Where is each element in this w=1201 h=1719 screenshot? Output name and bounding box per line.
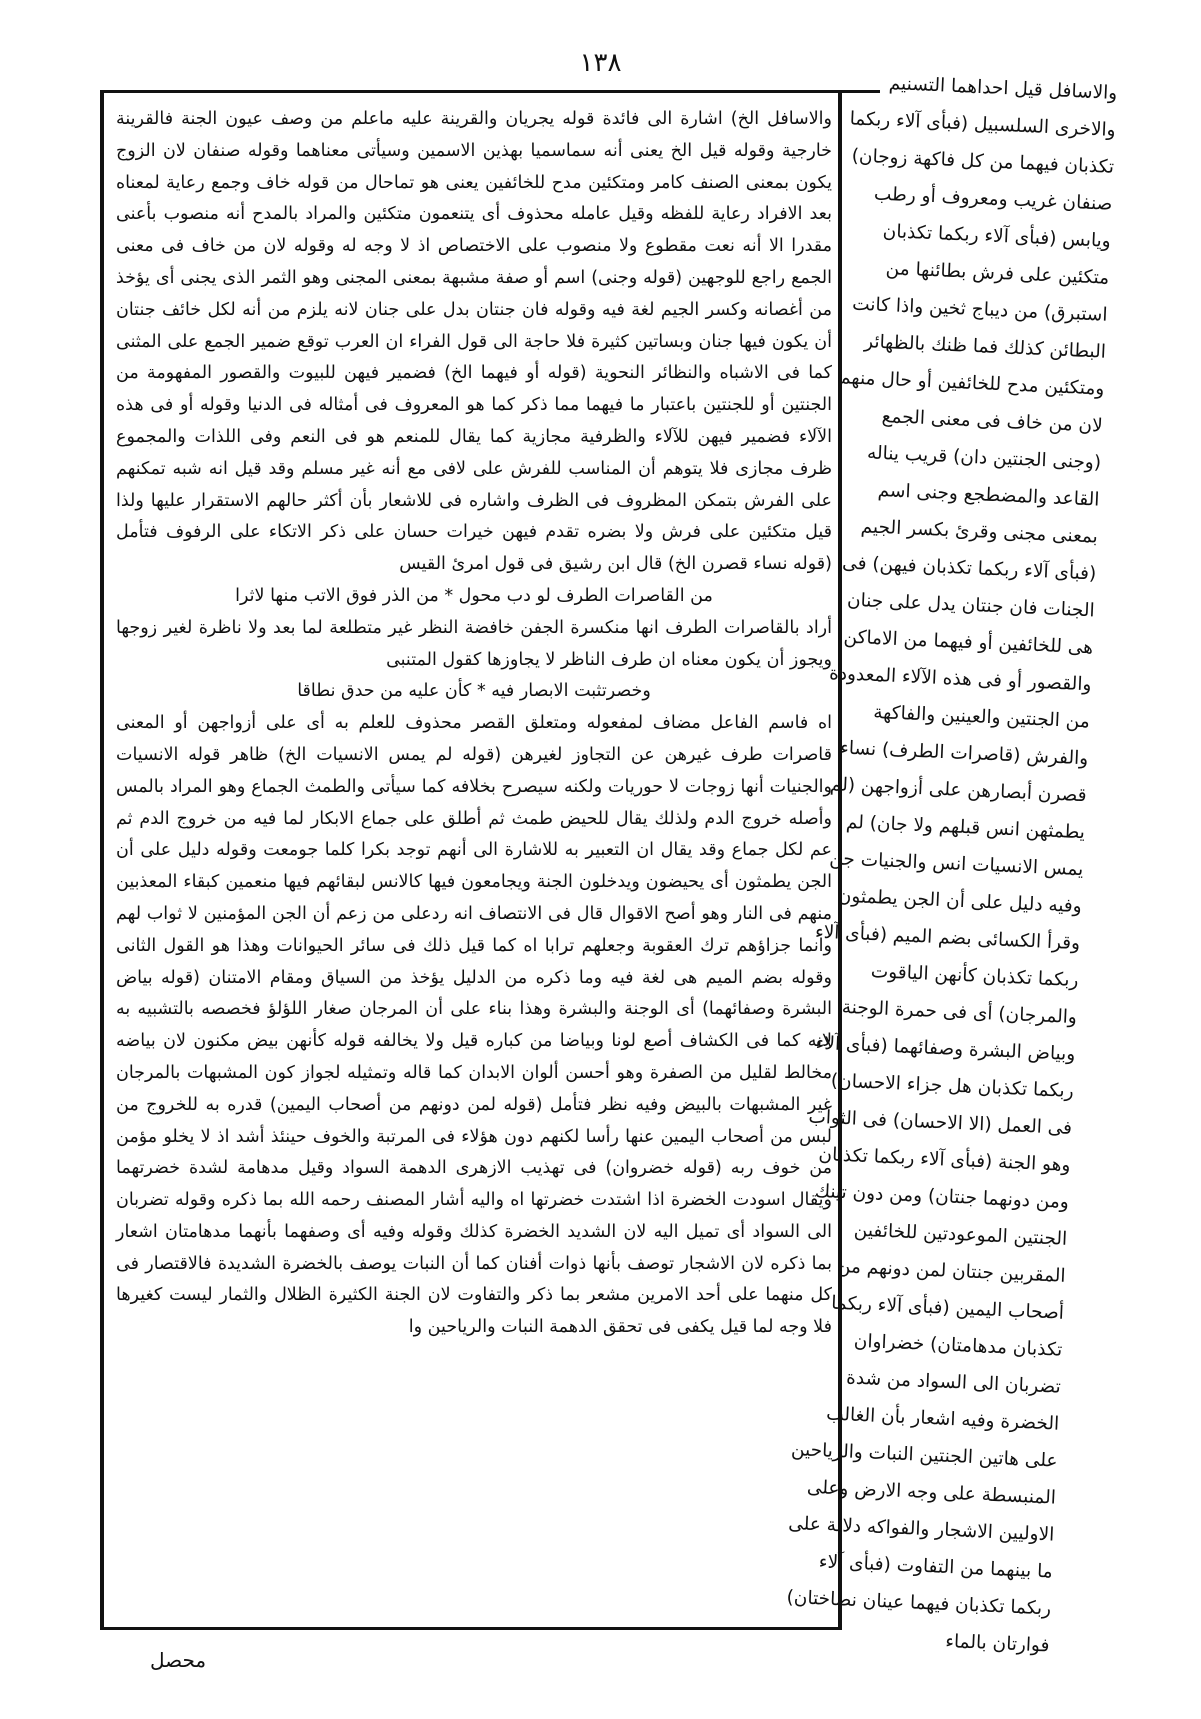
commentary-paragraph: والاسافل الخ) اشارة الى فائدة قوله يجريان والقرينة عليه ماعلم من وصف عيون الجنة فالقرينة خارجية وقوله قيل الخ يعنى أنه سماسميا بهذين الاسمين وسيأتى معناهما وقوله صنفان لان الزوج يكون بمعنى الصنف كامر ومتكئين مدح للخائفين يعنى هو تماحال من قوله خاف وجمع رعاية لمعناه بعد الافراد رعاية للفظه وقيل عامله محذوف أى يتنعمون متكئين والمراد بالمدح أنه منصوب بأعنى مقدرا الا أنه نعت مقطوع ولا منصوب على الاختصاص اذ لا وجه له وقوله لان من خاف فى معنى الجمع راجع للوجهين (قوله وجنى) اسم أو صفة مشبهة بمعنى المجنى وهو الثمر الذى يجنى أى يؤخذ من أغصانه وكسر الجيم لغة فيه وقوله فان جنتان بدل على جنان لانه يلزم من أنه لكل خائف جنتان أن يكون فيها جنان وبساتين كثيرة فلا حاجة الى قول الفراء ان العرب توقع ضمير الجمع على المثنى كما فى الاشباه والنظائر النحوية (قوله أو فيهما الخ) فضمير فيهن للبيوت والقصور المفهومة من الجنتين أو للجنتين باعتبار ما فيهما مما ذكر كما هو المعروف فى أمثاله فى الدنيا وقوله أو فى هذه الآلاء فضمير فيهن للآلاء والظرفية مجازية كما يقال للمنعم هو فى النعم وفى اللذات والمجموع ظرف مجازى فلا يتوهم أن المناسب للفرش على لافى مع أنه غير مسلم وقد قيل انه شبه تمكنهم على الفرش بتمكن المظروف فى الظرف واشاره فى للاشعار بأن أكثر حالهم الاستقرار عليها ولذا قيل متكئين على فرش ولا بضره تقدم فيهن خيرات حسان على ذكر الاتكاء على الرفوف فتأمل (قوله نساء قصرن الخ) قال ابن رشيق فى قول امرئ القيس [116, 109, 832, 575]
poetry-verse: من القاصرات الطرف لو دب محول * من الذر فوق الاتب منها لاثرا [235, 585, 713, 606]
poetry-verse: وخصرتثبت الابصار فيه * كأن عليه من حدق نطاقا [297, 681, 651, 702]
margin-paragraph: والاسافل قيل احداهما التسنيم والاخرى السلسبيل (فبأى آلاء ربكما تكذبان فيهما من كل فاكهة زوجان) صنفان غريب ومعروف أو رطب ويابس (فبأى آلاء ربكما تكذبان متكئين على فرش بطائنها من استبرق) من ديباج ثخين واذا كانت البطائن كذلك فما ظنك بالظهائر ومتكئين مدح للخائفين أو حال منهم لان من خاف فى معنى الجمع (وجنى الجنتين دان) قريب يناله القاعد والمضطجع وجنى اسم بمعنى مجنى وقرئ بكسر الجيم (فبأى آلاء ربكما تكذبان فيهن) فى الجنات فان جنتان يدل على جنان هى للخائفين أو فيهما من الاماكن والقصور أو فى هذه الآلاء المعدودة من الجنتين والعينين والفاكهة والفرش (قاصرات الطرف) نساء قصرن أبصارهن على أزواجهن (لم يطمثهن انس قبلهم ولا جان) لم يمس الانسيات انس والجنيات جن وفيه دليل على أن الجن يطمثون وقرأ الكسائى بضم الميم (فبأى آلاء ربكما تكذبان كأنهن الياقوت والمرجان) أى فى حمرة الوجنة وبياض البشرة وصفائهما (فبأى آلاء ربكما تكذبان هل جزاء الاحسان) فى العمل (الا الاحسان) فى الثواب وهو الجنة (فبأى آلاء ربكما تكذبان ومن دونهما جنتان) ومن دون تينك الجنتين الموعودتين للخائفين المقربين جنتان لمن دونهم من أصحاب اليمين (فبأى آلاء ربكما تكذبان مدهامتان) خضراوان تضربان الى السواد من شدة الخضرة وفيه اشعار بأن الغالب على هاتين الجنتين النبات والرياحين المنبسطة على وجه الارض وعلى الاوليين الاشجار والفواكه دلالة على ما بينهما من التفاوت (فبأى آلاء ربكما تكذبان فيهما عينان نضاختان) فوارتان بالماء [786, 73, 1118, 1657]
commentary-paragraph: اه فاسم الفاعل مضاف لمفعوله ومتعلق القصر محذوف للعلم به أى على أزواجهن أو المعنى قاصرات طرف غيرهن عن التجاوز لغيرهن (قوله لم يمس الانسيات الخ) ظاهر قوله الانسيات والجنيات أنها زوجات لا حوريات ولكنه سيصرح بخلافه كما سيأتى والطمث الجماع وهو المراد بالمس وأصله خروج الدم ولذلك يقال للحيض طمث ثم أطلق على جماع الابكار لما فيه من خروج الدم ثم عم لكل جماع وقد يقال ان التعبير به للاشارة الى أنهم توجد بكرا كلما جومعت وقوله دليل على أن الجن يطمثون أى يحيضون ويدخلون الجنة ويجامعون فيها كالانس لبقائهم فيها منعمين كبقاء المعذبين منهم فى النار وهو أصح الاقوال قال فى الانتصاف انه ردعلى من زعم أن الجن المؤمنين لا ثواب لهم وانما جزاؤهم ترك العقوبة وجعلهم ترابا اه كما قيل ذلك فى سائر الحيوانات وهذا هو القول الثانى وقوله بضم الميم هى لغة فيه وما ذكره من الدليل يؤخذ من السياق ومقام الامتنان (قوله بياض البشرة وصفائهما) أى الوجنة والبشرة وهذا بناء على أن المرجان صغار اللؤلؤ فخصصه بالتشبيه به لانه كما فى الكشاف أصع لونا وبياضا من كباره قيل ولا يخالفه قوله كأنهن بيض مكنون لان بياضه مخالط لقليل من الصفرة وهو أحسن ألوان الابدان كما قاله وتمثيله لجواز كون المشبهات بالمرجان غير المشبهات بالبيض وفيه نظر فتأمل (قوله لمن دونهم من أصحاب اليمين) قدره به للخروج من لبس من أصحاب اليمين عنها رأسا لكنهم دون هؤلاء فى المرتبة والخوف حينئذ أشد اذ لا يخلو مؤمن من خوف ربه (قوله خضروان) فى تهذيب الازهرى الدهمة السواد وقيل مدهامة لشدة خضرتهما ويقال اسودت الخضرة اذا اشتدت خضرتها اه واليه أشار المصنف رحمه الله بما ذكره وقوله تضربان الى السواد أى تميل اليه لان الشديد الخضرة كذلك وقوله وفيه أى وصفهما بأنهما مدهامتان اشعار بما ذكره لان الاشجار توصف بأنها ذوات أفنان كما أن النبات يوصف بالخضرة الشديدة فالاقتصار فى كل منهما على أحد الامرين مشعر بما ذكر والتفاوت لان الجنة الكثيرة الظلال والثمار ليست كغيرها فلا وجه لما قيل يكفى فى تحقق الدهمة النبات والرياحين وا [116, 713, 832, 1338]
margin-tafsir-text [786, 63, 1118, 1657]
main-commentary-text [116, 104, 832, 1619]
commentary-paragraph: أراد بالقاصرات الطرف انها منكسرة الجفن خافضة النظر غير متطلعة لما بعد ولا ناظرة لغير زوجها ويجوز أن يكون معناه ان طرف الناظر لا يجاوزها كقول المتنبى [116, 617, 832, 670]
page-number: ١٣٨ [579, 48, 622, 78]
catchword: محصل [150, 1648, 207, 1672]
